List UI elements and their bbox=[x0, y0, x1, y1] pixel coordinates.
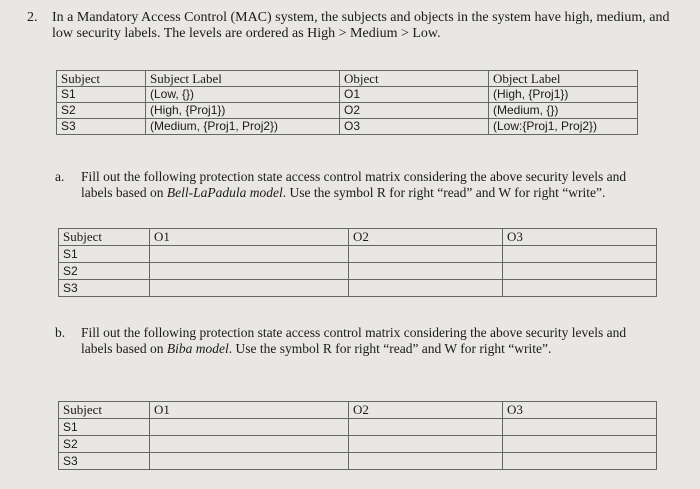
answer-cell[interactable] bbox=[503, 453, 657, 470]
table-row bbox=[57, 87, 638, 103]
subject-cell: S2 bbox=[59, 436, 150, 453]
answer-cell[interactable] bbox=[503, 436, 657, 453]
table-row bbox=[59, 263, 657, 280]
answer-cell[interactable] bbox=[349, 280, 503, 297]
header-subject-label: Subject Label bbox=[146, 71, 340, 87]
object-cell: O2 bbox=[340, 103, 489, 119]
question-intro: In a Mandatory Access Control (MAC) system, the subjects and objects in the system have high, medium, and low security labels. The levels are ordered as High > Medium > Low. bbox=[52, 10, 670, 41]
part-a-instructions bbox=[55, 169, 655, 201]
header-subject: Subject bbox=[57, 71, 146, 87]
header-object: Object bbox=[340, 71, 489, 87]
part-b-text-1: Fill out the following protection state access control matrix considering the above security levels and labels based on bbox=[81, 325, 627, 356]
table-row bbox=[59, 419, 657, 436]
subject-cell: S2 bbox=[59, 263, 150, 280]
table-row bbox=[57, 103, 638, 119]
subject-label-cell: (Medium, {Proj1, Proj2}) bbox=[146, 119, 340, 135]
table-header-row bbox=[59, 402, 657, 419]
table-row bbox=[59, 453, 657, 470]
header-subject: Subject bbox=[59, 229, 150, 246]
header-o2: O2 bbox=[349, 229, 503, 246]
part-a-text-1: Fill out the following protection state access control matrix considering the above security levels and labels based on bbox=[81, 169, 627, 200]
object-label-cell: (High, {Proj1}) bbox=[489, 87, 638, 103]
table-header-row bbox=[57, 71, 638, 87]
part-a-model-name: Bell-LaPadula model bbox=[166, 185, 283, 200]
subject-cell: S2 bbox=[57, 103, 146, 119]
header-object-label: Object Label bbox=[489, 71, 638, 87]
subject-cell: S3 bbox=[57, 119, 146, 135]
answer-cell[interactable] bbox=[349, 246, 503, 263]
table-row bbox=[59, 436, 657, 453]
part-b-model-name: Biba model bbox=[166, 341, 229, 356]
answer-cell[interactable] bbox=[503, 246, 657, 263]
subject-label-cell: (High, {Proj1}) bbox=[146, 103, 340, 119]
answer-cell[interactable] bbox=[349, 419, 503, 436]
answer-cell[interactable] bbox=[150, 436, 349, 453]
answer-cell[interactable] bbox=[349, 436, 503, 453]
header-o3: O3 bbox=[503, 402, 657, 419]
object-label-cell: (Low:{Proj1, Proj2}) bbox=[489, 119, 638, 135]
table-header-row bbox=[59, 229, 657, 246]
question-number: 2. bbox=[27, 10, 38, 25]
header-o2: O2 bbox=[349, 402, 503, 419]
object-cell: O1 bbox=[340, 87, 489, 103]
biba-access-matrix bbox=[58, 401, 657, 470]
header-o1: O1 bbox=[150, 402, 349, 419]
part-b-instructions bbox=[55, 325, 655, 357]
subject-cell: S1 bbox=[59, 419, 150, 436]
answer-cell[interactable] bbox=[150, 453, 349, 470]
table-row bbox=[57, 119, 638, 135]
answer-cell[interactable] bbox=[349, 453, 503, 470]
subject-cell: S3 bbox=[59, 280, 150, 297]
answer-cell[interactable] bbox=[150, 419, 349, 436]
blp-access-matrix bbox=[58, 228, 657, 297]
part-b-text-2: . Use the symbol R for right “read” and W for right “write”. bbox=[228, 341, 552, 356]
subject-cell: S1 bbox=[57, 87, 146, 103]
part-a-label: a. bbox=[55, 169, 65, 184]
answer-cell[interactable] bbox=[349, 263, 503, 280]
answer-cell[interactable] bbox=[503, 263, 657, 280]
answer-cell[interactable] bbox=[150, 263, 349, 280]
part-a-text-2: . Use the symbol R for right “read” and W for right “write”. bbox=[282, 185, 606, 200]
table-row bbox=[59, 246, 657, 263]
header-subject: Subject bbox=[59, 402, 150, 419]
header-o3: O3 bbox=[503, 229, 657, 246]
subject-cell: S1 bbox=[59, 246, 150, 263]
security-labels-table bbox=[56, 70, 638, 135]
answer-cell[interactable] bbox=[150, 280, 349, 297]
answer-cell[interactable] bbox=[503, 419, 657, 436]
part-b-label: b. bbox=[55, 325, 66, 340]
table-row bbox=[59, 280, 657, 297]
answer-cell[interactable] bbox=[150, 246, 349, 263]
answer-cell[interactable] bbox=[503, 280, 657, 297]
object-label-cell: (Medium, {}) bbox=[489, 103, 638, 119]
header-o1: O1 bbox=[150, 229, 349, 246]
subject-cell: S3 bbox=[59, 453, 150, 470]
subject-label-cell: (Low, {}) bbox=[146, 87, 340, 103]
object-cell: O3 bbox=[340, 119, 489, 135]
